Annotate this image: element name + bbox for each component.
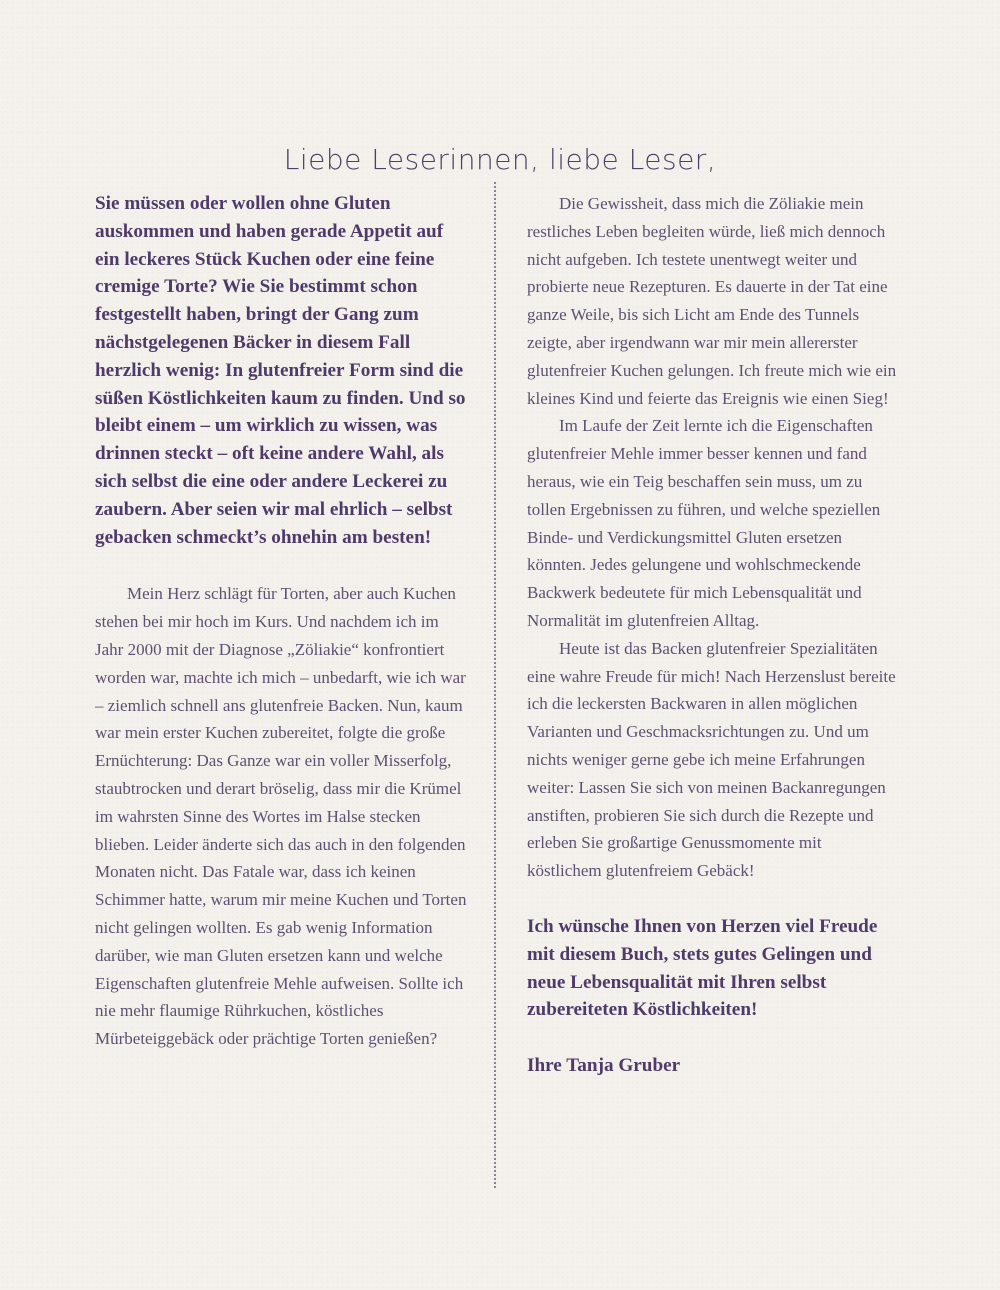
body-paragraph-1: Mein Herz schlägt für Torten, aber auch Kuchen stehen bei mir hoch im Kurs. Und nachdem ich im Jahr 2000 mit der Diagnose „Zöliakie“ konfrontiert worden war, machte ich mich – unbedarft, wie ich war – ziemlich schnell ans glutenfreie Backen. Nun, kaum war mein erster Kuchen zubereitet, folgte die große Ernüchterung: Das Ganze war ein voller Misserfolg, staubtrocken und derart bröselig, dass mir die Krümel im wahrsten Sinne des Wortes im Halse stecken blieben. Leider änderte sich das auch in den folgenden Monaten nicht. Das Fatale war, dass ich keinen Schimmer hatte, warum mir meine Kuchen und Torten nicht gelingen wollten. Es gab wenig Information darüber, wie man Gluten ersetzen kann und welche Eigenschaften glutenfreie Mehle aufweisen. Sollte ich nie mehr flaumige Rührkuchen, köstliches Mürbeteiggebäck oder prächtige Torten genießen?	[95, 584, 467, 1049]
body-paragraph-3: Im Laufe der Zeit lernte ich die Eigenschaften glutenfreier Mehle immer besser kennen und fand heraus, wie ein Teig beschaffen sein muss, um zu tollen Ergebnissen zu führen, und welche speziellen Binde- und Verdickungsmittel Gluten ersetzen könnten. Jedes gelungene und wohlschmeckende Backwerk bedeutete für mich Lebensqualität und Normalität im glutenfreien Alltag.	[527, 416, 881, 630]
right-body-text	[527, 190, 899, 885]
closing-paragraph: Ich wünsche Ihnen von Herzen viel Freude mit diesem Buch, stets gutes Gelingen und neue Lebensqualität mit Ihren selbst zubereiteten Köstlichkeiten!	[527, 915, 878, 1021]
signature: Ihre Tanja Gruber	[527, 1055, 681, 1077]
left-body-text	[95, 580, 467, 1053]
left-column	[95, 190, 467, 1053]
column-divider	[494, 182, 496, 1188]
right-column	[527, 190, 899, 1080]
body-paragraph-4: Heute ist das Backen glutenfreier Spezialitäten eine wahre Freude für mich! Nach Herzenslust bereite ich die leckersten Backwaren in allen möglichen Varianten und Geschmacksrichtungen zu. Und um nichts weniger gerne gebe ich meine Erfahrungen weiter: Lassen Sie sich von meinen Backanregungen anstiften, probieren Sie sich durch die Rezepte und erleben Sie großartige Genussmomente mit köstlichem glutenfreiem Gebäck!	[527, 638, 896, 881]
lead-paragraph: Sie müssen oder wollen ohne Gluten auskommen und haben gerade Appetit auf ein leckeres Stück Kuchen oder eine feine cremige Torte? Wie Sie bestimmt schon festgestellt haben, bringt der Gang zum nächstgelegenen Bäcker in diesem Fall herzlich wenig: In glutenfreier Form sind die süßen Köstlichkeiten kaum zu finden. Und so bleibt einem – um wirklich zu wissen, was drinnen steckt – oft keine andere Wahl, als sich selbst die eine oder andere Leckerei zu zaubern. Aber seien wir mal ehrlich – selbst gebacken schmeckt’s ohnehin am besten!	[95, 193, 466, 548]
page-title: Liebe Leserinnen, liebe Leser,	[283, 142, 717, 176]
body-paragraph-2: Die Gewissheit, dass mich die Zöliakie mein restliches Leben begleiten würde, ließ mich dennoch nicht aufgeben. Ich testete unentwegt weiter und probierte neue Rezepturen. Es dauerte in der Tat eine ganze Weile, bis sich Licht am Ende des Tunnels zeigte, aber irgendwann war mir mein allererster glutenfreier Kuchen gelungen. Ich freute mich wie ein kleines Kind und feierte das Ereignis wie einen Sieg!	[527, 194, 897, 408]
